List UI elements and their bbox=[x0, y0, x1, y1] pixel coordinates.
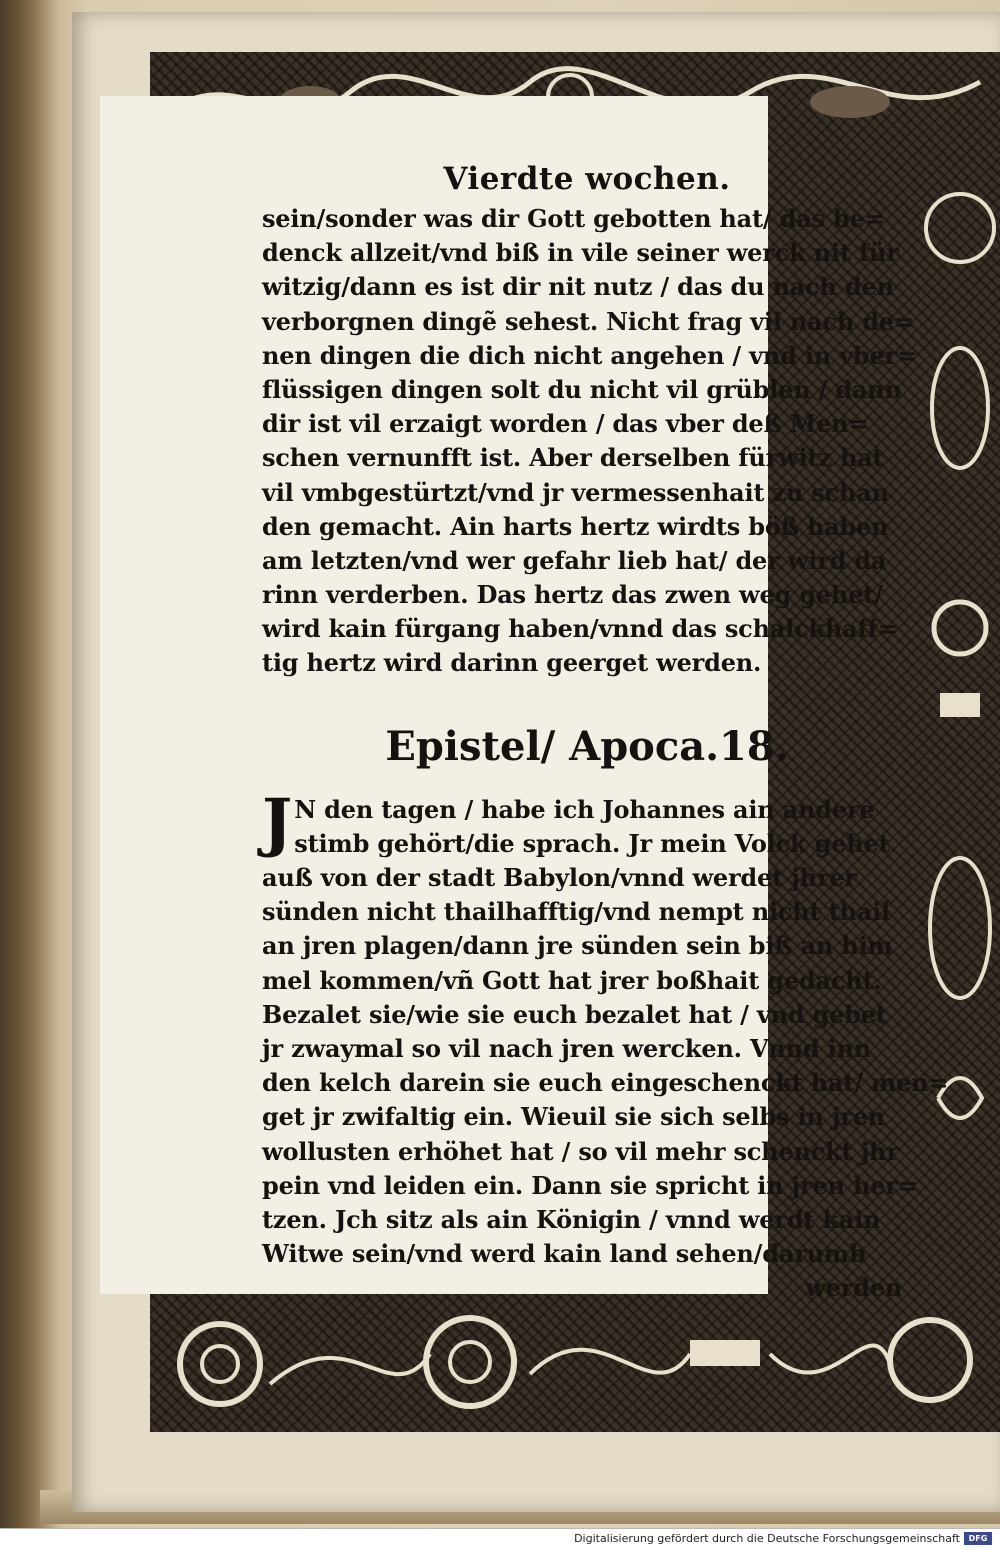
running-head: Vierdte wochen. bbox=[443, 161, 731, 197]
right-ornament bbox=[918, 148, 1000, 1294]
text-line: rinn verderben. Das hertz das zwen weg gehet/ bbox=[262, 580, 883, 610]
text-line: tzen. Jch sitz als ain Königin / vnnd werdt kain bbox=[262, 1204, 881, 1234]
text-line: sein/sonder was dir Gott gebotten hat/ das be= bbox=[262, 204, 885, 233]
text-line: denck allzeit/vnd biß in vile seiner werck nit für bbox=[262, 238, 899, 268]
text-line: mel kommen/vñ Gott hat jrer boßhait gedacht. bbox=[262, 965, 882, 995]
text-line: get jr zwifaltig ein. Wieuil sie sich selbs in jren bbox=[262, 1102, 886, 1132]
drop-initial: J bbox=[262, 784, 293, 860]
text-line: auß von der stadt Babylon/vnnd werdet jhrer bbox=[262, 863, 857, 892]
text-line: an jren plagen/dann jre sünden sein biß an him bbox=[262, 931, 893, 961]
text-line: Witwe sein/vnd werd kain land sehen/darumb bbox=[262, 1239, 866, 1269]
text-line: dir ist vil erzaigt worden / das vber deß Men= bbox=[262, 409, 869, 439]
text-line: schen vernunfft ist. Aber derselben fürwitz hat bbox=[262, 443, 884, 473]
text-line: den gemacht. Ain harts hertz wirdts böß haben bbox=[262, 511, 889, 541]
text-line: N den tagen / habe ich Johannes ain andere bbox=[294, 794, 875, 824]
text-line: verborgnen dingẽ sehest. Nicht frag vil nach de= bbox=[262, 306, 914, 336]
bottom-ornament bbox=[150, 1294, 1000, 1432]
text-line: sünden nicht thailhafftig/vnd nempt nicht thail bbox=[262, 897, 890, 927]
text-line: den kelch darein sie euch eingeschenckt hat/ men= bbox=[262, 1068, 949, 1098]
funding-credit: Digitalisierung gefördert durch die Deutsche Forschungsgemeinschaft bbox=[574, 1532, 960, 1545]
text-line: nen dingen die dich nicht angehen / vnd in vber= bbox=[262, 340, 917, 370]
text-line: flüssigen dingen solt du nicht vil grüblen / dann bbox=[262, 374, 902, 404]
paragraph-after bbox=[262, 784, 949, 1272]
footer-bar bbox=[0, 1528, 1000, 1549]
dfg-logo: DFG bbox=[964, 1532, 992, 1545]
page-text bbox=[262, 156, 949, 1305]
text-line: pein vnd leiden ein. Dann sie spricht in jren her= bbox=[262, 1170, 918, 1200]
text-line: witzig/dann es ist dir nit nutz / das du nach den bbox=[262, 272, 894, 302]
text-line: am letzten/vnd wer gefahr lieb hat/ der wird da bbox=[262, 545, 887, 575]
catchword: werden bbox=[805, 1273, 902, 1303]
paragraph-before bbox=[262, 202, 917, 681]
text-line: stimb gehört/die sprach. Jr mein Volck gehet bbox=[294, 828, 890, 858]
text-line: jr zwaymal so vil nach jren wercken. Vnnd inn bbox=[262, 1033, 872, 1063]
text-line: vil vmbgestürtzt/vnd jr vermessenhait zu schan bbox=[262, 477, 889, 507]
text-line: Bezalet sie/wie sie euch bezalet hat / vnd gebet bbox=[262, 999, 887, 1029]
section-heading: Epistel/ Apoca.18. bbox=[385, 722, 789, 770]
text-line: wollusten erhöhet hat / so vil mehr schenckt jhr bbox=[262, 1136, 899, 1166]
text-line: wird kain fürgang haben/vnnd das schalckhaff= bbox=[262, 614, 898, 644]
text-line: tig hertz wird darinn geerget werden. bbox=[262, 648, 762, 678]
